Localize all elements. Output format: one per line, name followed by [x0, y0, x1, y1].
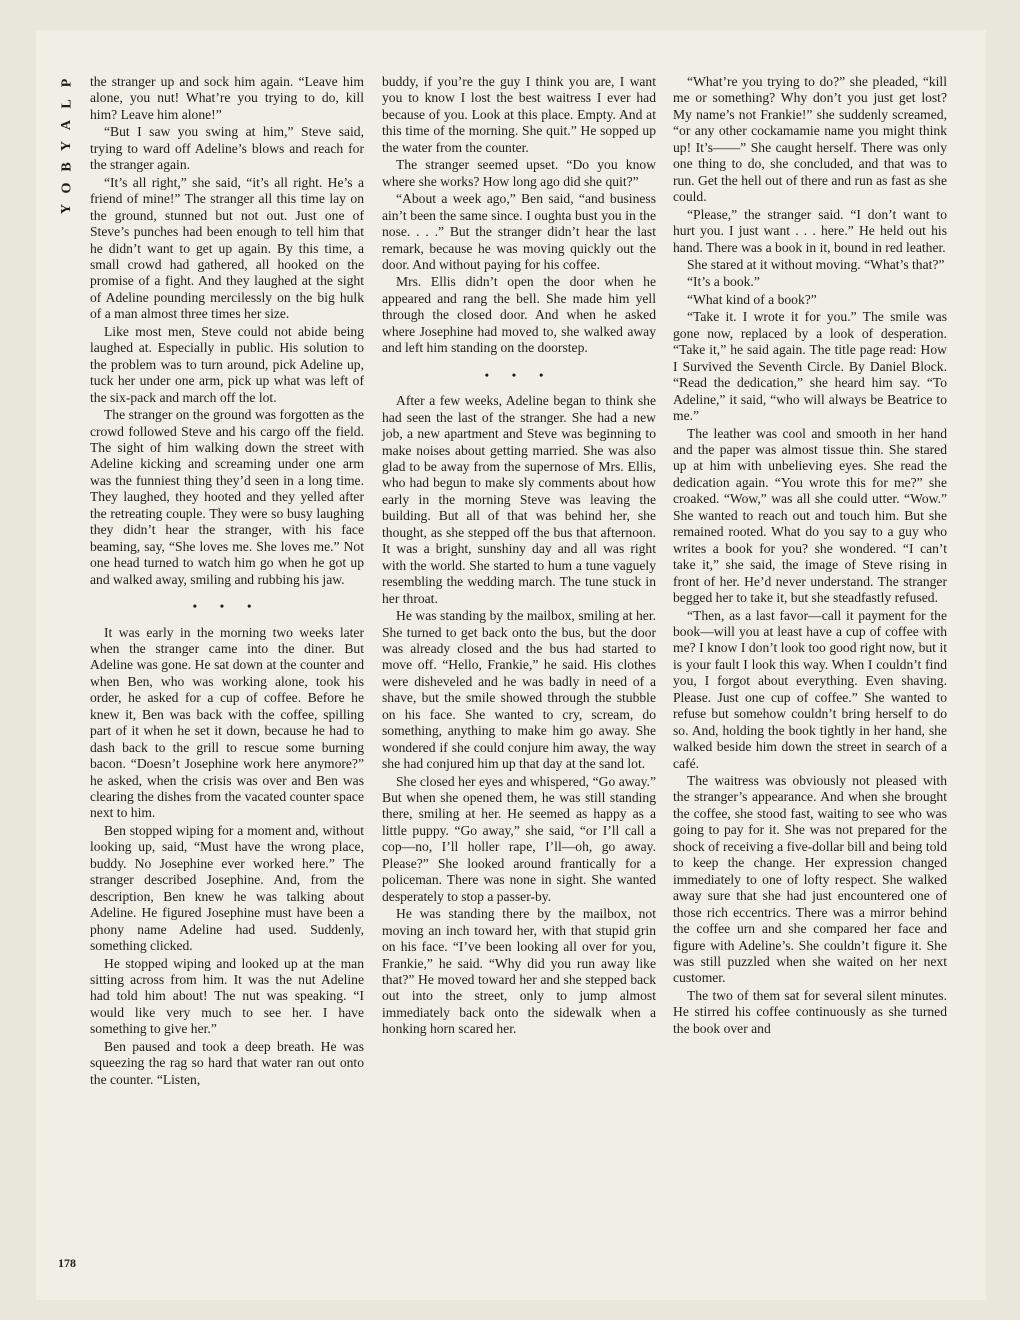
paragraph: The leather was cool and smooth in her hand and the paper was almost tissue thin. She stared up at him with unbelieving eyes. She read the dedication again. “You wrote this for me?” she croaked. “Wow,” was all she could utter. “Wow.” She wanted to reach out and touch him. But she remained rooted. What do you say to a guy who writes a book for you? she wondered. “I can’t take it,” she said, the image of Steve rising in front of her. He’d never understand. The stranger begged her to take it, but she steadfastly refused. — [673, 425, 947, 606]
text-column-3 — [673, 74, 947, 1037]
paragraph: “What’re you trying to do?” she pleaded, “kill me or something? Why don’t you just get lost? My name’s not Frankie!” she suddenly screamed, “or any other cockamamie name you might think up! It’s——” She caught herself. There was only one thing to do, she concluded, and that was to run. Get the hell out of there and run as fast as she could. — [673, 74, 947, 205]
paragraph: She stared at it without moving. “What’s that?” — [687, 256, 945, 272]
paragraph: He stopped wiping and looked up at the man sitting across from him. It was the nut Adeline had told him about! The nut was speaking. “I would like very much to see her. I have something to give her.” — [90, 955, 364, 1037]
paragraph: Ben paused and took a deep breath. He was squeezing the rag so hard that water ran out onto the counter. “Listen, — [90, 1038, 364, 1087]
paragraph: Ben stopped wiping for a moment and, without looking up, said, “Must have the wrong place, buddy. No Josephine ever worked here.” The stranger described Josephine. And, from the description, Ben knew he was talking about Adeline. He figured Josephine must have been a phony name Adeline had used. Suddenly, something clicked. — [90, 822, 364, 954]
spine-letter: P — [59, 77, 75, 88]
paragraph: After a few weeks, Adeline began to think she had seen the last of the stranger. She had a new job, a new apartment and Steve was beginning to make noises about getting married. She was also glad to be away from the supernose of Mrs. Ellis, who had begun to make sly comments about how early in the morning Steve was leaving the building. But all of that was behind her, she thought, as she stepped off the bus that afternoon. It was a bright, sunshiny day and all was right with the world. She started to hum a tune vaguely resembling the wedding march. The tune stuck in her throat. — [382, 393, 656, 606]
paragraph: “It’s all right,” she said, “it’s all right. He’s a friend of mine!” The stranger all this time lay on the ground, stunned but not out. Just one of Steve’s punches had been enough to tell him that he didn’t want to get up again. By this time, a small crowd had gathered, all hooked on the promise of a fight. And they laughed at the sight of Adeline pounding mercilessly on the big hulk of a man almost three times her size. — [90, 174, 364, 322]
paragraph: buddy, if you’re the guy I think you are, I want you to know I lost the best waitress I ever had because of you. Look at this place. Empty. And at this time of the morning. She quit.” He sopped up the water from the counter. — [382, 74, 656, 155]
spine-letter: A — [59, 118, 75, 131]
spine-letter: Y — [59, 202, 75, 215]
paragraph: “It’s a book.” — [687, 274, 760, 290]
paragraph: It was early in the morning two weeks later when the stranger came into the diner. But Adeline was gone. He sat down at the counter and when Ben, who was working alone, took his order, he asked for a cup of coffee. Before he knew it, Ben was back with the coffee, spilling part of it when he set it down, because he had to dash back to the grill to rescue some burning bacon. “Doesn’t Josephine work here anymore?” he asked, when the crisis was over and Ben was clearing the dishes from the vacated counter space next to him. — [90, 624, 364, 821]
paragraph: “But I saw you swing at him,” Steve said, trying to ward off Adeline’s blows and reach for the stranger again. — [90, 124, 364, 173]
section-break: • • • — [484, 367, 554, 382]
paragraph: Mrs. Ellis didn’t open the door when he appeared and rang the bell. She made him yell through the closed door. And when he asked where Josephine had moved to, she walked away and left him standing on the doorstep. — [382, 274, 656, 356]
spine-letter: O — [59, 181, 75, 194]
paragraph: He was standing there by the mailbox, not moving an inch toward her, with that stupid grin on his face. “I’ve been looking all over for you, Frankie,” he said. “Why did you run away like that?” He moved toward her and she stepped back out into the street, only to jump almost immediately back onto the sidewalk when a honking horn scared her. — [382, 906, 656, 1037]
paragraph: “Then, as a last favor—call it payment for the book—will you at least have a cup of coffee with me? I know I don’t look too good right now, but it is your fault I look this way. When I couldn’t find you, I forgot about everything. Even shaving. Please. Just one cup of coffee.” She wanted to refuse but somehow couldn’t bring herself to do so. And, holding the book tightly in her hand, she walked beside him down the street in search of a café. — [673, 607, 947, 771]
paragraph: Like most men, Steve could not abide being laughed at. Especially in public. His solution to the problem was to turn around, pick Adeline up, tuck her under one arm, pick up what was left of the six-pack and march off the lot. — [90, 323, 364, 405]
paragraph: He was standing by the mailbox, smiling at her. She turned to get back onto the bus, but the door was already closed and the bus had started to move off. “Hello, Frankie,” he said. His clothes were disheveled and he was badly in need of a shave, but the smile showed through the stubble on his face. She wanted to cry, scream, do something, anything to make him go away. She wondered if she could conjure him away, the way she had conjured him up that day at the sand lot. — [382, 608, 656, 772]
spine-letter: B — [59, 161, 75, 172]
paragraph: The stranger seemed upset. “Do you know where she works? How long ago did she quit?” — [382, 157, 656, 189]
paragraph: “What kind of a book?” — [687, 291, 817, 307]
paragraph: “About a week ago,” Ben said, “and business ain’t been the same since. I oughta bust you in the nose. . . .” But the stranger didn’t hear the last remark, because he was moving quickly out the door. And without paying for his coffee. — [382, 191, 656, 272]
page-number: 178 — [58, 1256, 76, 1270]
paragraph: The two of them sat for several silent minutes. He stirred his coffee continuously as she turned the book over and — [673, 987, 947, 1036]
text-column-2 — [382, 74, 656, 1038]
paragraph: The stranger on the ground was forgotten as the crowd followed Steve and his cargo off the field. The sight of him walking down the street with Adeline kicking and screaming under one arm was the funniest thing they’d seen in a long time. They laughed, they hooted and they yelled after the retreating couple. They were so busy laughing they didn’t hear the stranger, with his face beaming, say, “She loves me. She loves me.” Not one head turned to watch him go when he got up and walked away, smiling and rubbing his jaw. — [90, 407, 364, 587]
spine-letter: Y — [59, 139, 75, 152]
text-column-1 — [90, 74, 364, 1088]
paragraph: The waitress was obviously not pleased with the stranger’s appearance. And when she brought the coffee, she stood fast, waiting to see who was going to pay for it. She was not prepared for the shock of receiving a five-dollar bill and being told to keep the change. Her expression changed immediately to one of lofty respect. She walked away sure that she had just encountered one of those rich eccentrics. There was a mirror behind the coffee urn and she compared her face and figure with Adeline’s. She couldn’t figure it. She was still puzzled when she waited on her next customer. — [673, 773, 947, 986]
spine-letter: L — [59, 98, 75, 109]
paragraph: the stranger up and sock him again. “Leave him alone, you nut! What’re you trying to do, kill him? Leave him alone!” — [90, 74, 364, 122]
section-break: • • • — [192, 599, 262, 614]
paragraph: “Please,” the stranger said. “I don’t want to hurt you. I just want . . . here.” He held out his hand. There was a book in it, bound in red leather. — [673, 206, 947, 255]
paragraph: She closed her eyes and whispered, “Go away.” But when she opened them, he was still standing there, smiling at her. He seemed as happy as a little puppy. “Go away,” she said, “or I’ll call a cop—no, I’ll holler rape, I’ll—oh, go away. Please?” She looked around frantically for a policeman. There was none in sight. She wanted desperately to stop a passer-by. — [382, 773, 656, 904]
paragraph: “Take it. I wrote it for you.” The smile was gone now, replaced by a look of desperation. “Take it,” he said again. The title page read: How I Survived the Seventh Circle. By Daniel Block. “Read the dedication,” she heard him say. “To Adeline,” it said, “who will always be Beatrice to me.” — [673, 309, 947, 424]
magazine-spine-title — [56, 72, 78, 219]
